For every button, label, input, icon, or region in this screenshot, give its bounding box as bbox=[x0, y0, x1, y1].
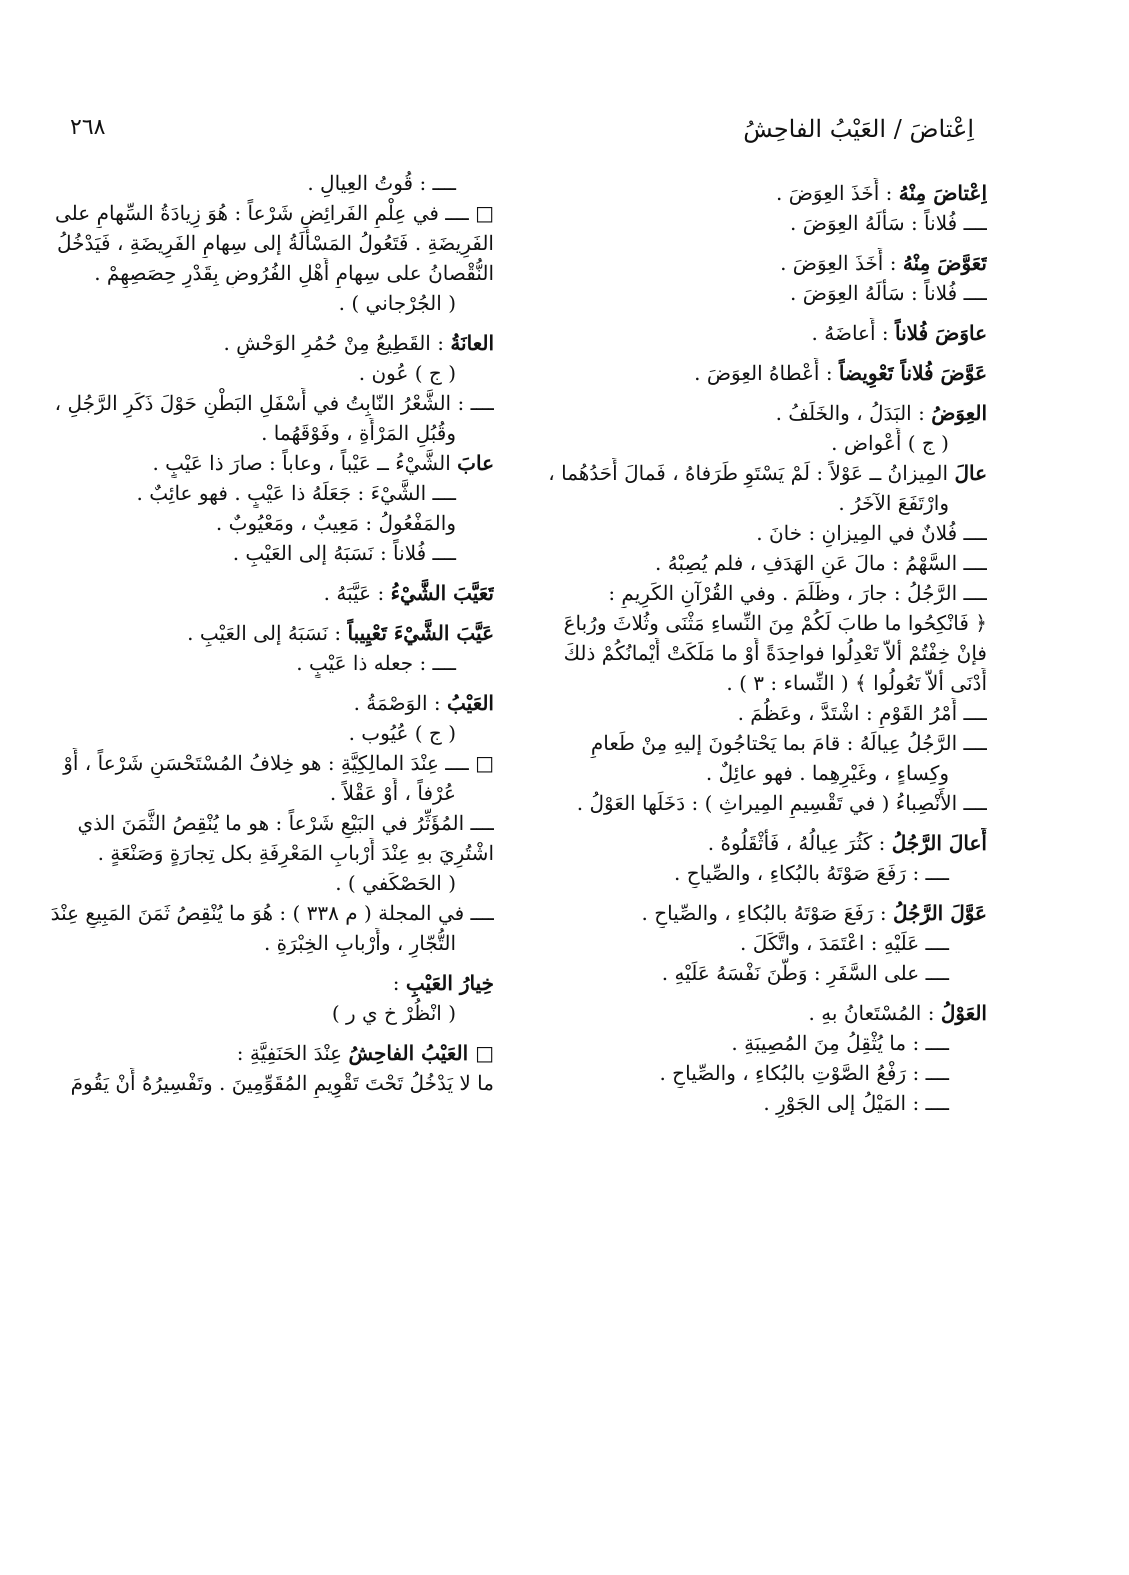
definition-text: : bbox=[392, 971, 406, 995]
definition-text: ــــ الأَنْصِباءُ ( في تَقْسِيمِ المِيراثِ ) : دَخَلَها العَوْلُ . bbox=[576, 791, 987, 815]
definition-text: وارْتَفَعَ الآخَرُ . bbox=[838, 491, 949, 515]
definition-text: : أَخَذَ العِوَضَ . bbox=[780, 251, 903, 275]
dictionary-line bbox=[532, 1058, 987, 1088]
dictionary-line bbox=[39, 838, 494, 868]
definition-text: ( الحَصْكَفي ) . bbox=[335, 871, 456, 895]
dictionary-line bbox=[532, 1028, 987, 1058]
dictionary-line bbox=[532, 398, 987, 428]
definition-text: الشَّيْءُ ــ عَيْباً ، وعاباً : صارَ ذا عَيْبٍ . bbox=[152, 451, 458, 475]
definition-text: : عَيَّبَهُ . bbox=[323, 581, 391, 605]
definition-text: النُّقْصانُ على سِهامِ أَهْلِ الفُرُوضِ بِقَدْرِ حِصَصِهِمْ . bbox=[94, 261, 494, 285]
headword: تَعَوَّضَ مِنْهُ bbox=[902, 251, 987, 275]
dictionary-line bbox=[39, 388, 494, 418]
headword: تَعَيَّبَ الشَّيْءُ bbox=[390, 581, 494, 605]
dictionary-line bbox=[532, 828, 987, 858]
dictionary-line bbox=[532, 548, 987, 578]
dictionary-line bbox=[39, 168, 494, 198]
definition-text: : أَخَذَ العِوَضَ . bbox=[776, 181, 899, 205]
dictionary-line bbox=[532, 178, 987, 208]
dictionary-line bbox=[532, 698, 987, 728]
definition-text: ــــ الرَّجُلُ : جارَ ، وظَلَمَ . وفي القُرْآنِ الكَرِيمِ : bbox=[608, 581, 987, 605]
definition-text: أَدْنَى ألاّ تَعُولُوا ﴾ ( النِّساء : ٣ ) . bbox=[726, 671, 987, 695]
definition-text: : أَعاضَهُ . bbox=[811, 321, 896, 345]
right-column bbox=[532, 168, 987, 1118]
dictionary-line bbox=[39, 288, 494, 318]
left-column bbox=[39, 168, 494, 1098]
headword: اِعْتاضَ مِنْهُ bbox=[898, 181, 987, 205]
dictionary-line bbox=[39, 778, 494, 808]
dictionary-line bbox=[532, 758, 987, 788]
definition-text: : كَثُرَ عِيالُهُ ، فَأَثْقَلُوهُ . bbox=[707, 831, 892, 855]
dictionary-line bbox=[39, 198, 494, 228]
definition-text: ــــ : رَفَعَ صَوْتَهُ بالبُكاءِ ، والصِّياحِ . bbox=[674, 861, 949, 885]
dictionary-line bbox=[532, 428, 987, 458]
dictionary-line bbox=[39, 258, 494, 288]
definition-text: عِنْدَ الحَنَفِيَّةِ : bbox=[236, 1041, 349, 1065]
definition-text: ــــ فُلاناً : سَأَلَهُ العِوَضَ . bbox=[790, 281, 987, 305]
dictionary-line bbox=[532, 858, 987, 888]
definition-text: التُّجّارِ ، وأَرْبابِ الخِبْرَةِ . bbox=[263, 931, 456, 955]
definition-text: وكِساءٍ ، وغَيْرِهِما . فهو عائِلٌ . bbox=[705, 761, 949, 785]
definition-text: ــــ على السَّفَرِ : وَطَّنَ نَفْسَهُ عَلَيْهِ . bbox=[661, 961, 949, 985]
definition-text: : أَعْطاهُ العِوَضَ . bbox=[694, 361, 839, 385]
dictionary-line bbox=[39, 478, 494, 508]
headword: عابَ bbox=[457, 451, 494, 475]
definition-text: ــــ : رَفْعُ الصَّوْتِ بالبُكاءِ ، والصِّياحِ . bbox=[659, 1061, 949, 1085]
dictionary-line bbox=[39, 928, 494, 958]
page-number: ٢٦٨ bbox=[70, 115, 106, 140]
definition-text: : المُسْتَعانُ بهِ . bbox=[808, 1001, 941, 1025]
dictionary-line bbox=[39, 538, 494, 568]
dictionary-line bbox=[532, 608, 987, 638]
definition-text: الفَرِيضَةِ . فَتَعُولُ المَسْأَلَةُ إلى سِهامِ الفَرِيضَةِ ، فَيَدْخُلُ bbox=[57, 231, 494, 255]
dictionary-line bbox=[532, 458, 987, 488]
headword: عالَ bbox=[954, 461, 987, 485]
dictionary-line bbox=[39, 868, 494, 898]
definition-text: ( انْظُرْ خ ي ر ) bbox=[331, 1001, 456, 1025]
headword: العَوْلُ bbox=[940, 1001, 987, 1025]
dictionary-line bbox=[532, 1088, 987, 1118]
definition-text: ــــ عَلَيْهِ : اعْتَمَدَ ، واتَّكَلَ . bbox=[739, 931, 949, 955]
dictionary-line bbox=[39, 448, 494, 478]
dictionary-line bbox=[532, 728, 987, 758]
dictionary-line bbox=[532, 668, 987, 698]
dictionary-line bbox=[39, 748, 494, 778]
dictionary-line bbox=[532, 248, 987, 278]
definition-text: ــــ : قُوتُ العِيالِ . bbox=[307, 171, 456, 195]
dictionary-line bbox=[39, 718, 494, 748]
dictionary-line bbox=[532, 958, 987, 988]
dictionary-line bbox=[39, 1068, 494, 1098]
definition-text: ما لا يَدْخُلُ تَحْتَ تَقْوِيمِ المُقَوِّمِينَ . وتَفْسِيرُهُ أَنْ يَقُومَ bbox=[70, 1071, 494, 1095]
definition-text: عُرْفاً ، أَوْ عَقْلاً . bbox=[329, 781, 456, 805]
dictionary-line bbox=[532, 788, 987, 818]
dictionary-line bbox=[39, 618, 494, 648]
definition-text: المِيزانُ ــ عَوْلاً : لَمْ يَسْتَوِ طَرَفاهُ ، فَمالَ أَحَدُهُما ، bbox=[548, 461, 955, 485]
dictionary-line bbox=[532, 318, 987, 348]
dictionary-line bbox=[39, 578, 494, 608]
headword: عَوَّضَ فُلاناً تَعْوِيضاً bbox=[838, 361, 987, 385]
dictionary-line bbox=[39, 228, 494, 258]
definition-text: ــــ في المجلة ( م ٣٣٨ ) : هُوَ ما يُنْقِصُ ثَمَنَ المَبِيعِ عِنْدَ bbox=[50, 901, 494, 925]
dictionary-line bbox=[532, 358, 987, 388]
definition-text: □ ــــ عِنْدَ المالِكِيَّةِ : هو خِلافُ المُسْتَحْسَنِ شَرْعاً ، أَوْ bbox=[63, 751, 494, 775]
definition-text: اشْتُرِيَ بهِ عِنْدَ أَرْبابِ المَعْرِفَةِ بكل تِجارَةٍ وَصَنْعَةٍ . bbox=[97, 841, 494, 865]
definition-text: ــــ : الشَّعْرُ النّابِتُ في أَسْفَلِ البَطْنِ حَوْلَ ذَكَرِ الرَّجُلِ ، bbox=[54, 391, 494, 415]
definition-text: : رَفَعَ صَوْتَهُ بالبُكاءِ ، والصِّياحِ . bbox=[641, 901, 894, 925]
headword: عَيَّبَ الشَّيْءَ تَعْيِيباً bbox=[347, 621, 494, 645]
headword: عَوَّلَ الرَّجُلُ bbox=[893, 901, 987, 925]
definition-text: وقُبُلِ المَرْأَةِ ، وفَوْقَهُما . bbox=[261, 421, 456, 445]
headword: العانَةُ bbox=[450, 331, 494, 355]
dictionary-line bbox=[532, 898, 987, 928]
headword: عاوَضَ فُلاناً bbox=[895, 321, 987, 345]
definition-text: ــــ أَمْرُ القَوْمِ : اشْتَدَّ ، وعَظُمَ . bbox=[737, 701, 987, 725]
definition-text: ــــ فُلاناً : سَأَلَهُ العِوَضَ . bbox=[790, 211, 987, 235]
definition-text: ــــ الرَّجُلُ عِيالَهُ : قامَ بما يَحْتاجُونَ إليهِ مِنْ طَعامٍ bbox=[590, 731, 987, 755]
definition-text: ﴿ فَانْكِحُوا ما طابَ لَكُمْ مِنَ النِّساءِ مَثْنَى وثُلاثَ ورُباعَ bbox=[563, 611, 987, 635]
definition-text: ــــ الشَّيْءَ : جَعَلَهُ ذا عَيْبٍ . فهو عائِبٌ . bbox=[136, 481, 456, 505]
definition-text: ــــ السَّهْمُ : مالَ عَنِ الهَدَفِ ، فلم يُصِبْهُ . bbox=[655, 551, 987, 575]
dictionary-line bbox=[532, 518, 987, 548]
dictionary-line bbox=[532, 638, 987, 668]
definition-text: : الوَصْمَةُ . bbox=[353, 691, 448, 715]
definition-text: ــــ فُلانٌ في المِيزانِ : خانَ . bbox=[756, 521, 987, 545]
definition-text: : نَسَبَهُ إلى العَيْبِ . bbox=[187, 621, 348, 645]
dictionary-line bbox=[532, 278, 987, 308]
definition-text: ( ج ) عُون . bbox=[358, 361, 456, 385]
dictionary-line bbox=[39, 688, 494, 718]
dictionary-line bbox=[39, 648, 494, 678]
headword: أَعالَ الرَّجُلُ bbox=[891, 831, 987, 855]
dictionary-line bbox=[532, 208, 987, 238]
definition-text: ــــ : المَيْلُ إلى الجَوْرِ . bbox=[763, 1091, 949, 1115]
dictionary-line bbox=[39, 898, 494, 928]
definition-text: ( الجُرْجاني ) . bbox=[338, 291, 456, 315]
definition-text: : القَطِيعُ مِنْ حُمُرِ الوَحْشِ . bbox=[223, 331, 451, 355]
headword: العَيْبُ bbox=[447, 691, 494, 715]
definition-text: والمَفْعُولُ : مَعِيبٌ ، ومَعْيُوبٌ . bbox=[215, 511, 456, 535]
headword: □ العَيْبُ الفاحِشُ bbox=[348, 1041, 494, 1065]
dictionary-line bbox=[39, 358, 494, 388]
headword: خِيارُ العَيْبِ bbox=[405, 971, 494, 995]
headword: العِوَضُ bbox=[931, 401, 987, 425]
dictionary-line bbox=[39, 1038, 494, 1068]
definition-text: ــــ : جعله ذا عَيْبٍ . bbox=[296, 651, 456, 675]
definition-text: فإنْ خِفْتُمْ ألاّ تَعْدِلُوا فواحِدَةً أَوْ ما مَلَكَتْ أَيْمانُكُمْ ذلكَ bbox=[563, 641, 987, 665]
definition-text: ــــ : ما يُثْقِلُ مِنَ المُصِيبَةِ . bbox=[731, 1031, 949, 1055]
dictionary-line bbox=[532, 578, 987, 608]
dictionary-line bbox=[39, 968, 494, 998]
definition-text: □ ــــ في عِلْمِ الفَرائِضِ شَرْعاً : هُوَ زِيادَةُ السِّهامِ على bbox=[55, 201, 494, 225]
dictionary-line bbox=[532, 488, 987, 518]
definition-text: ( ج ) عُيُوب . bbox=[348, 721, 456, 745]
dictionary-line bbox=[39, 418, 494, 448]
running-header-title: اِعْتاضَ / العَيْبُ الفاحِشُ bbox=[743, 115, 974, 143]
definition-text: ( ج ) أَعْواض . bbox=[831, 431, 949, 455]
definition-text: ــــ المُؤَثِّرُ في البَيْعِ شَرْعاً : هو ما يُنْقِصُ الثَّمَنَ الذي bbox=[77, 811, 494, 835]
definition-text: : البَدَلُ ، والخَلَفُ . bbox=[775, 401, 932, 425]
dictionary-line bbox=[39, 328, 494, 358]
dictionary-line bbox=[532, 928, 987, 958]
dictionary-line bbox=[532, 998, 987, 1028]
definition-text: ــــ فُلاناً : نَسَبَهُ إلى العَيْبِ . bbox=[232, 541, 456, 565]
dictionary-line bbox=[39, 508, 494, 538]
dictionary-line bbox=[39, 998, 494, 1028]
dictionary-line bbox=[39, 808, 494, 838]
